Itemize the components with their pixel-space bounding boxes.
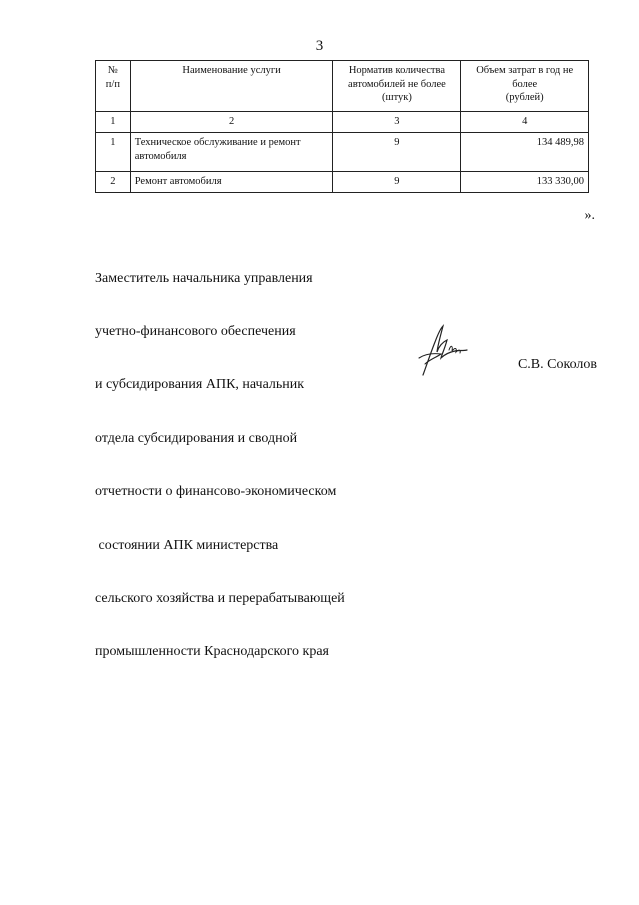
signer-position-line: отдела субсидирования и сводной — [95, 430, 298, 446]
header-quantity: Норматив количества автомобилей не более (штук) — [333, 61, 461, 112]
closing-quote: ». — [584, 208, 595, 223]
signer-position — [95, 234, 345, 679]
column-number: 2 — [130, 112, 333, 133]
column-numbering-row — [96, 112, 589, 133]
column-number: 1 — [96, 112, 131, 133]
table-header-row — [96, 61, 589, 112]
header-cost: Объем затрат в год не более (рублей) — [461, 61, 589, 112]
vehicle-quantity: 9 — [333, 172, 461, 193]
column-number: 4 — [461, 112, 589, 133]
signer-position-line: и субсидирования АПК, начальник — [95, 377, 305, 393]
signer-position-line: Заместитель начальника управления — [95, 270, 313, 286]
signer-position-line: сельского хозяйства и перерабатывающей — [95, 590, 345, 606]
services-table — [95, 60, 589, 193]
row-number: 1 — [96, 133, 131, 172]
header-number: № п/п — [96, 61, 131, 112]
annual-cost: 134 489,98 — [461, 133, 589, 172]
header-service-name: Наименование услуги — [130, 61, 333, 112]
signer-name: С.В. Соколов — [517, 357, 597, 372]
table-row — [96, 172, 589, 193]
service-name: Техническое обслуживание и ремонт автомобиля — [130, 133, 333, 172]
signer-position-line: состоянии АПК министерства — [95, 537, 279, 553]
signer-position-line: учетно-финансового обеспечения — [95, 323, 296, 339]
signer-position-line: отчетности о финансово-экономическом — [95, 484, 337, 500]
vehicle-quantity: 9 — [333, 133, 461, 172]
column-number: 3 — [333, 112, 461, 133]
handwritten-signature — [405, 320, 475, 380]
row-number: 2 — [96, 172, 131, 193]
table-row — [96, 133, 589, 172]
service-name: Ремонт автомобиля — [130, 172, 333, 193]
page-number: 3 — [315, 38, 324, 54]
annual-cost: 133 330,00 — [461, 172, 589, 193]
signer-position-line: промышленности Краснодарского края — [95, 644, 329, 660]
